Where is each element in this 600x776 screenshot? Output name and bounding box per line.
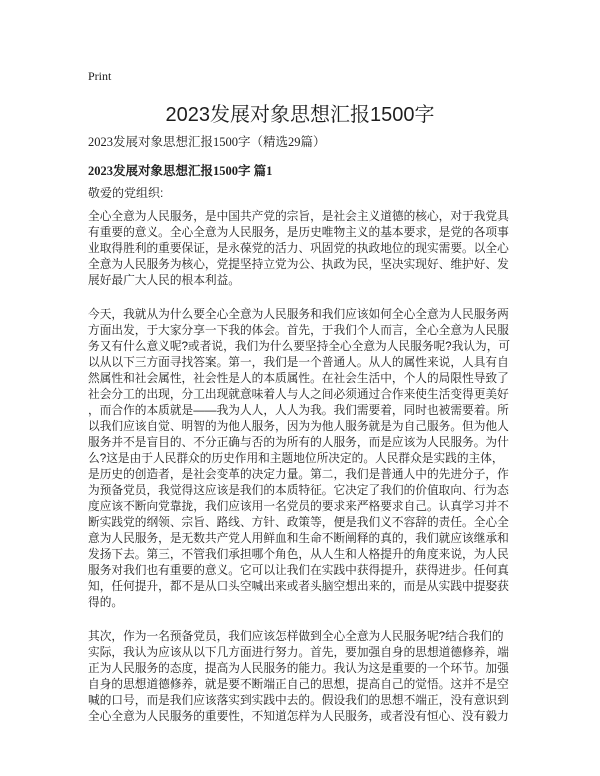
paragraph-line: 全意为人民服务为核心，党提坚持立党为公、执政为民，坚决实现好、维护好、发 [88, 258, 509, 271]
paragraph-line: 以我们应该自觉、明智的为他人服务，因为为他人服务就是为自己服务。但为他人 [88, 420, 509, 433]
paragraph-line: 今天，我就从为什么要全心全意为人民服务和我们应该如何全心全意为人民服务两 [88, 308, 509, 321]
paragraph-line: 社会分工的出现，分工出现就意味着人与人之间必须通过合作来使生活变得更美好 [88, 388, 509, 401]
paragraph-line: 务又有什么意义呢?或者说，我们为什么要坚持全心全意为人民服务呢?我认为，可 [88, 340, 511, 353]
paragraph [88, 629, 528, 725]
paragraph-line: 么?这是由于人民群众的历史作用和主题地位所决定的。人民群众是实践的主体， [88, 452, 504, 465]
paragraph-line: 其次，作为一名预备党员，我们应该怎样做到全心全意为人民服务呢?结合我们的 [88, 630, 504, 643]
paragraph-line: 业取得胜利的重要保证，是永葆党的活力、巩固党的执政地位的现实需要。以全心 [88, 242, 509, 255]
paragraph-line: 然属性和社会属性，社会性是人的本质属性。在社会生活中，个人的局限性导致了 [88, 372, 509, 385]
paragraph [88, 307, 528, 611]
paragraph-line: 方面出发，于大家分享一下我的体会。首先，于我们个人而言，全心全意为人民服 [88, 324, 509, 337]
paragraph-line: 展好最广大人民的根本利益。 [88, 274, 240, 287]
paragraph-line: 正为人民服务的态度，提高为人民服务的能力。我认为这是重要的一个环节。加强 [88, 662, 509, 675]
document-subtitle: 2023发展对象思想汇报1500字（精选29篇） [88, 135, 326, 149]
document-title: 2023发展对象思想汇报1500字 [165, 104, 435, 126]
paragraph-line: 是历史的创造者，是社会变革的决定力量。第二，我们是普通人中的先进分子，作 [88, 468, 509, 481]
paragraph-line: 以从以下三方面寻找答案。第一，我们是一个普通人。从人的属性来说，人具有自 [88, 356, 509, 369]
paragraph-line: 全心全意为人民服务的重要性，不知道怎样为人民服务，或者没有恒心、没有毅力 [88, 710, 509, 723]
paragraph-line: ，而合作的本质就是——我为人人，人人为我。我们需要着，同时也被需要着。所 [88, 404, 509, 417]
paragraph-line: 喊的口号，而是我们应该落实到实践中去的。假设我们的思想不端正，没有意识到 [88, 694, 509, 707]
paragraph-line: 度应该不断向党靠拢，我们应该用一名党员的要求来严格要求自己。认真学习并不 [88, 500, 509, 513]
paragraph-line: 服务对我们也有重要的意义。它可以让我们在实践中获得提升，获得进步。任何真 [88, 564, 509, 577]
paragraph-line: 服务并不是盲目的、不分正确与否的为所有的人服务，而是应该为人民服务。为什 [88, 436, 509, 449]
greeting: 敬爱的党组织: [88, 186, 164, 200]
paragraph-line: 实际，我认为应该从以下几方面进行努力。首先，要加强自身的思想道德修养，端 [88, 646, 509, 659]
paragraph-line: 为预备党员，我觉得这应该是我们的本质特征。它决定了我们的价值取向、行为态 [88, 484, 509, 497]
paragraph-line: 有重要的意义。全心全意为人民服务，是历史唯物主义的基本要求，是党的各项事 [88, 226, 509, 239]
paragraph-line: 意为人民服务，是无数共产党人用鲜血和生命不断阐释的真的，我们就应该继承和 [88, 532, 509, 545]
document-body [88, 209, 528, 743]
paragraph-line: 得的。 [88, 596, 124, 609]
paragraph-line: 全心全意为人民服务，是中国共产党的宗旨，是社会主义道德的核心，对于我党具 [88, 210, 509, 223]
paragraph [88, 209, 528, 289]
paragraph-line: 知，任何提升，都不是从口头空喊出来或者头脑空想出来的，而是从实践中提娶获 [88, 580, 509, 593]
print-label[interactable]: Print [88, 69, 112, 83]
paragraph-line: 断实践党的纲领、宗旨、路线、方针、政策等，便是我们义不容辞的责任。全心全 [88, 516, 509, 529]
paragraph-line: 发扬下去。第三，不管我们承担哪个角色，从人生和人格提升的角度来说，为人民 [88, 548, 509, 561]
section-heading: 2023发展对象思想汇报1500字 篇1 [88, 164, 273, 178]
paragraph-line: 自身的思想道德修养，就是要不断端正自己的思想，提高自己的觉悟。这并不是空 [88, 678, 509, 691]
